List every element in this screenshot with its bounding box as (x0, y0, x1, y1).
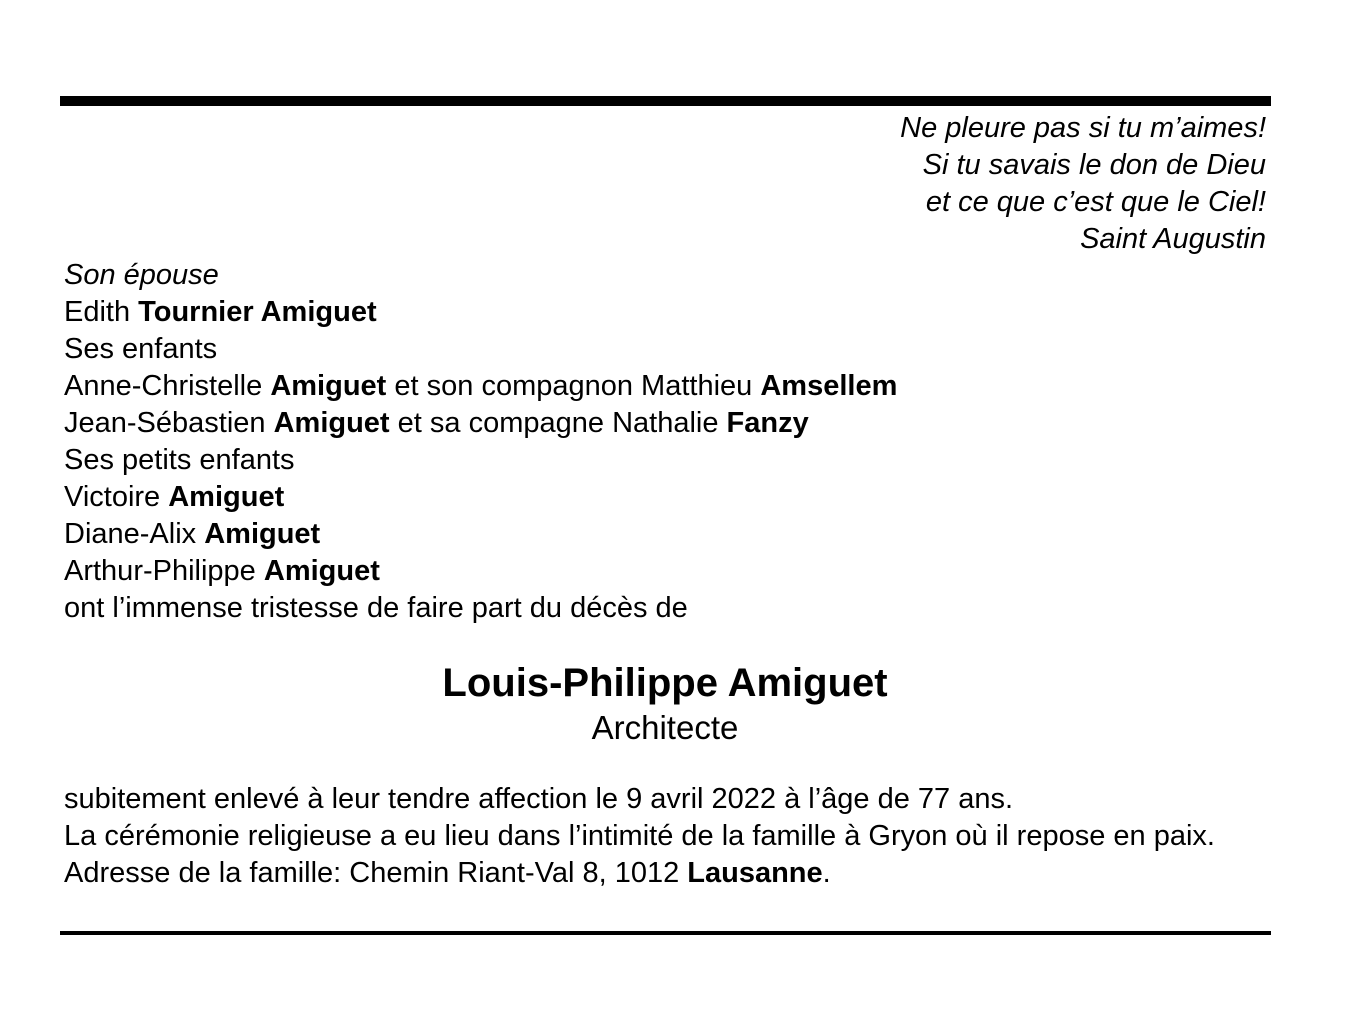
first-name: Anne-Christelle (64, 370, 271, 402)
partner-text: et sa compagne Nathalie (389, 407, 727, 439)
last-name: Amiguet (168, 481, 285, 513)
partner-text: et son compagnon Matthieu (386, 370, 761, 402)
grandchildren-heading: Ses petits enfants (64, 444, 295, 476)
first-name: Jean-Sébastien (64, 407, 274, 439)
grandchild-line (64, 516, 897, 553)
top-rule (60, 96, 1271, 106)
closing-line: La cérémonie religieuse a eu lieu dans l’intimité de la famille à Gryon où il repose en paix. (64, 820, 1215, 852)
spouse-heading: Son épouse (64, 259, 219, 291)
partner-last-name: Fanzy (726, 407, 809, 439)
last-name: Amiguet (273, 407, 390, 439)
first-name: Edith (64, 296, 139, 328)
quote-line: et ce que c’est que le Ciel! (925, 186, 1266, 218)
closing-line: subitement enlevé à leur tendre affection le 9 avril 2022 à l’âge de 77 ans. (64, 783, 1014, 815)
address-text: Adresse de la famille: Chemin Riant-Val 8, 1012 (64, 857, 688, 889)
first-name: Arthur-Philippe (64, 555, 264, 587)
announcement-text: ont l’immense tristesse de faire part du décès de (64, 592, 688, 624)
deceased-profession: Architecte (591, 709, 739, 746)
last-name: Amiguet (204, 518, 321, 550)
grandchild-line (64, 479, 897, 516)
bottom-rule (60, 931, 1271, 935)
deceased-name: Louis-Philippe Amiguet (442, 661, 888, 705)
family-address (64, 855, 1269, 892)
quote-line: Si tu savais le don de Dieu (922, 149, 1266, 181)
deceased-block (0, 658, 1330, 748)
children-heading: Ses enfants (64, 333, 218, 365)
spouse-line (64, 294, 897, 331)
quote-author: Saint Augustin (1080, 223, 1266, 255)
last-name: Amiguet (270, 370, 387, 402)
family-list (64, 257, 897, 627)
quote-line: Ne pleure pas si tu m’aimes! (900, 112, 1266, 144)
last-name: Tournier Amiguet (138, 296, 377, 328)
child-line (64, 368, 897, 405)
partner-last-name: Amsellem (760, 370, 898, 402)
closing-text (64, 781, 1269, 892)
address-suffix: . (822, 857, 831, 889)
address-city: Lausanne (687, 857, 823, 889)
grandchild-line (64, 553, 897, 590)
last-name: Amiguet (263, 555, 380, 587)
first-name: Diane-Alix (64, 518, 205, 550)
first-name: Victoire (64, 481, 169, 513)
epigraph-quote (900, 110, 1266, 258)
child-line (64, 405, 897, 442)
